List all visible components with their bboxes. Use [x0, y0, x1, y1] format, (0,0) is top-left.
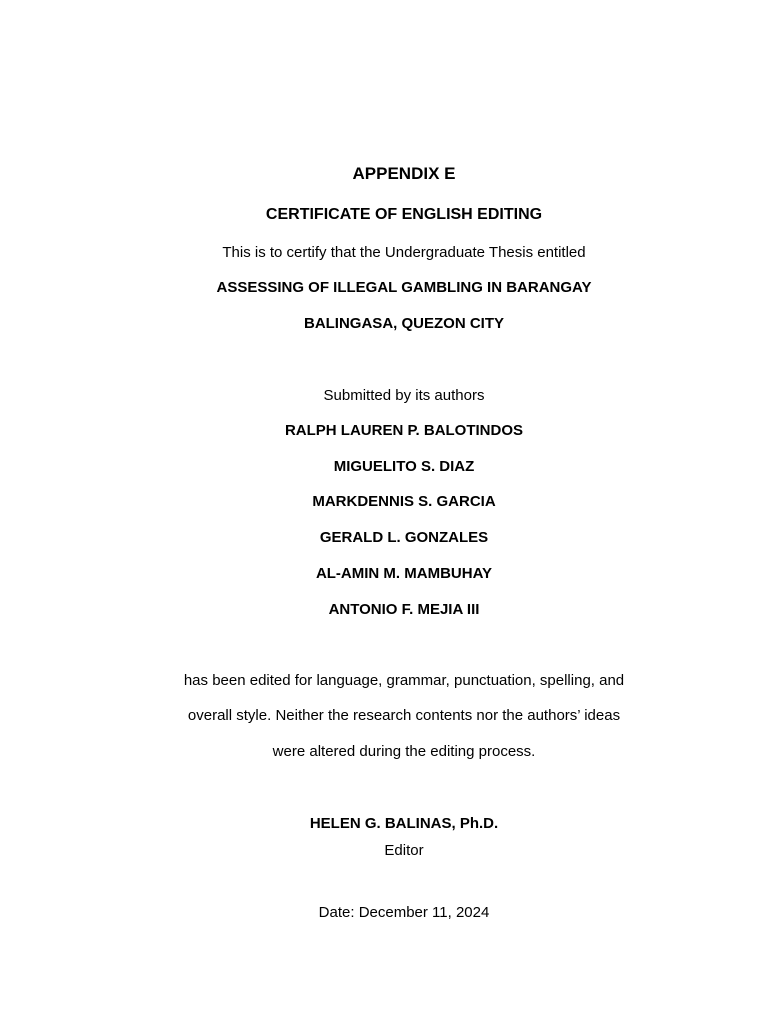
thesis-title-line-1: ASSESSING OF ILLEGAL GAMBLING IN BARANGAY	[216, 279, 592, 296]
author-name: MIGUELITO S. DIAZ	[333, 458, 475, 475]
author-name: MARKDENNIS S. GARCIA	[312, 493, 496, 510]
submitted-by-text: Submitted by its authors	[323, 387, 485, 404]
statement-line-1: has been edited for language, grammar, punctuation, spelling, and	[183, 672, 625, 689]
intro-text: This is to certify that the Undergraduate Thesis entitled	[222, 244, 586, 261]
author-name: RALPH LAUREN P. BALOTINDOS	[284, 422, 524, 439]
statement-line-3: were altered during the editing process.	[272, 743, 536, 760]
date-text: Date: December 11, 2024	[318, 904, 490, 921]
thesis-title-line-2: BALINGASA, QUEZON CITY	[303, 315, 504, 332]
statement-line-2: overall style. Neither the research contents nor the authors’ ideas	[187, 707, 621, 724]
author-name: ANTONIO F. MEJIA III	[328, 601, 480, 618]
author-name: GERALD L. GONZALES	[319, 529, 489, 546]
editor-name: HELEN G. BALINAS, Ph.D.	[309, 815, 499, 832]
editor-role: Editor	[384, 842, 424, 859]
appendix-label: APPENDIX E	[352, 164, 456, 183]
certificate-title: CERTIFICATE OF ENGLISH EDITING	[265, 206, 543, 223]
author-name: AL-AMIN M. MAMBUHAY	[315, 565, 493, 582]
